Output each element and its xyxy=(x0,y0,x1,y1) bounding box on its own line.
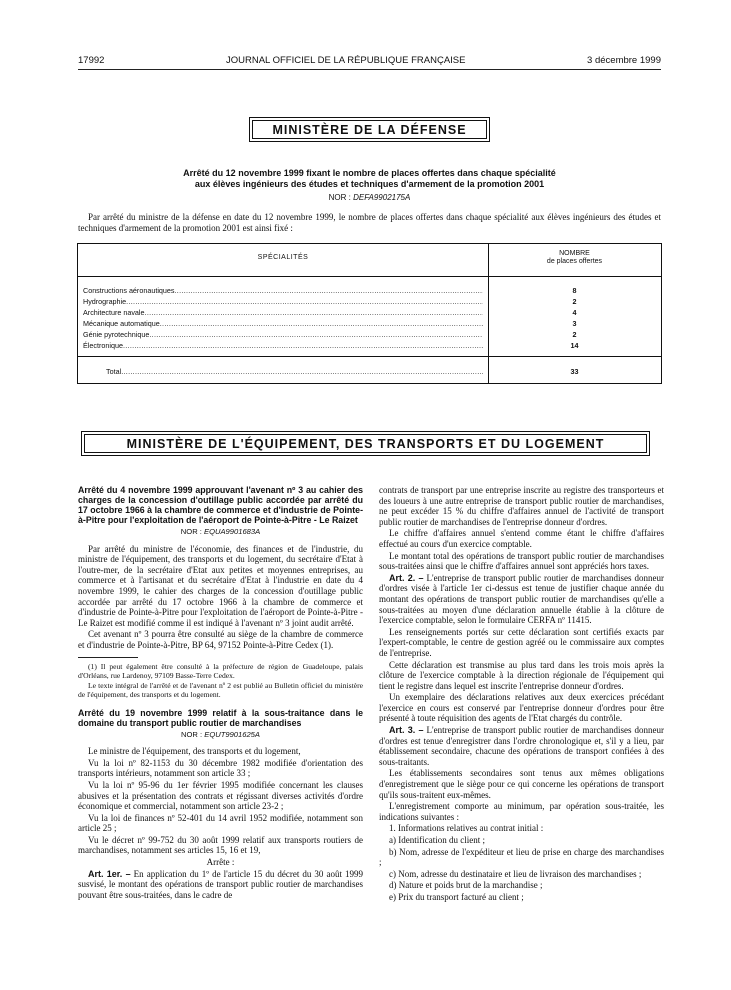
ministry-defense-title: MINISTÈRE DE LA DÉFENSE xyxy=(272,122,467,137)
leader-dots xyxy=(149,329,483,340)
list-item: e) Prix du transport facturé au client ; xyxy=(389,891,524,902)
table-row xyxy=(83,318,483,329)
row-value: 4 xyxy=(572,308,577,317)
leader-dots xyxy=(126,296,483,307)
article-1-para: Le chiffre d'affaires annuel s'entend comme étant le chiffre d'affaires effectué au cours d'un exercice comptable. xyxy=(379,528,664,549)
article-1-para: Le montant total des opérations de transport public routier de marchandises sous-traitées ainsi que le chiffre d'affaires annuel sont appréciés hors taxes. xyxy=(379,550,664,572)
ministry-equipement-title: MINISTÈRE DE L'ÉQUIPEMENT, DES TRANSPORTS ET DU LOGEMENT xyxy=(126,436,605,451)
box-inner-border xyxy=(252,120,487,139)
arrete2-title: Arrêté du 19 novembre 1999 relatif à la sous-traitance dans le domaine du transport public routier de marchandises xyxy=(78,707,363,728)
leader-dots xyxy=(123,340,483,351)
journal-title: JOURNAL OFFICIEL DE LA RÉPUBLIQUE FRANÇAISE xyxy=(225,55,466,66)
table-header-count-line2: de places offertes xyxy=(546,258,603,265)
nor-label: NOR : xyxy=(181,729,203,739)
leader-dots xyxy=(160,318,483,329)
nor-code: EQUA9901683A xyxy=(204,527,261,536)
visa-para: Vu la loi nº 95-96 du 1er février 1995 modifiée concernant les clauses abusives et la présentation des contrats et régissant diverses activités d'ordre économique et commercial, notamment son article 23-2 ; xyxy=(78,779,363,812)
total-value: 33 xyxy=(570,367,579,376)
table-header-specialties: SPÉCIALITÉS xyxy=(257,254,309,261)
row-value: 8 xyxy=(572,286,577,295)
arrete1-para: Cet avenant nº 3 pourra être consulté au siège de la chambre de commerce et d'industrie de Pointe-à-Pitre, BP 64, 97152 Pointe-à-Pitre Cedex (1). xyxy=(78,629,363,650)
row-value: 2 xyxy=(572,330,577,339)
table-row xyxy=(83,296,483,307)
defense-intro-text: Par arrêté du ministre de la défense en date du 12 novembre 1999, le nombre de places offertes dans chaque spécialité aux élèves ingénieurs des études et techniques d'armement de la promotion 2001 est ainsi fixé : xyxy=(78,212,661,233)
visa-para: Vu la loi de finances nº 52-401 du 14 avril 1952 modifiée, notamment son article 25 ; xyxy=(78,812,363,834)
article-2-para: Les renseignements portés sur cette déclaration sont certifiés exacts par l'expert-comptable, le centre de gestion agréé ou le commissaire aux comptes de l'entreprise. xyxy=(379,626,664,658)
article-2 xyxy=(379,573,664,626)
article-2-label: Art. 2. – xyxy=(389,572,424,583)
defense-intro xyxy=(78,212,661,235)
table-total-row xyxy=(106,366,483,377)
list-item: a) Identification du client ; xyxy=(389,835,485,845)
article-2-para: Un exemplaire des déclarations relatives aux deux exercices précédant l'exercice en cours est conservé par l'entreprise donneur d'ordres pour être présenté à toute réquisition des agents de l'Etat chargés du contrôle. xyxy=(379,692,664,724)
list-item: b) Nom, adresse de l'expéditeur et lieu de prise en charge des marchandises ; xyxy=(379,846,664,868)
row-value: 3 xyxy=(572,319,577,328)
arrete1-para: Par arrêté du ministre de l'économie, des finances et de l'industrie, du ministre de l'équipement, des transports et du logement, du secrétaire d'Etat à l'outre-mer, de la secrétaire d'Etat aux petites et moyennes entreprises, au commerce et à l'artisanat et du secrétaire d'Etat à l'industrie en date du 4 novembre 1999, le cahier des charges de la concession d'outillage public accordée par arrêté du 17 octobre 1966 à la chambre de commerce et d'industrie de Pointe-à-Pitre pour l'exploitation de l'aéroport de Pointe-à-Pitre - Le Raizet est modifié comme il est indiqué à l'avenant nº 3 joint audit arrêté. xyxy=(78,543,363,628)
table-header-count-line1: NOMBRE xyxy=(559,250,590,257)
list-item: d) Nature et poids brut de la marchandise ; xyxy=(389,880,543,891)
list-item: c) Nom, adresse du destinataire et lieu de livraison des marchandises ; xyxy=(389,868,642,879)
row-value: 2 xyxy=(572,297,577,306)
footnote: (1) Il peut également être consulté à la préfecture de région de Guadeloupe, palais d'Orléans, rue Lardenoy, 97109 Basse-Terre Cedex. xyxy=(78,661,363,680)
nor-code: EQUT9901625A xyxy=(204,729,260,739)
ministry-equipement-box xyxy=(81,431,650,456)
arrete1-title: Arrêté du 4 novembre 1999 approuvant l'avenant nº 3 au cahier des charges de la concession d'outillage public accordée par arrêté du 17 octobre 1966 à la chambre de commerce et d'industrie de Pointe-à-Pitre pour l'exploitation de l'aéroport de Pointe-à-Pitre - Le Raizet xyxy=(78,485,363,525)
table-row xyxy=(83,285,483,296)
article-1-label: Art. 1er. – xyxy=(88,868,131,879)
defense-arrete-title xyxy=(78,168,661,190)
arrete1-nor xyxy=(78,527,363,538)
row-value: 14 xyxy=(570,341,579,350)
article-3-para: Les établissements secondaires sont tenus aux mêmes obligations d'enregistrement que le siège pour ce qui concerne les opérations de transport qu'ils sous-traitent eux-mêmes. xyxy=(379,768,664,800)
table-row xyxy=(83,329,483,340)
nor-label: NOR : xyxy=(180,527,202,536)
row-label: Génie pyrotechnique xyxy=(83,330,150,339)
article-3 xyxy=(379,725,664,767)
article-2-text: L'entreprise de transport public routier de marchandises donneur d'ordres visée à l'article 1er ci-dessus est tenue de justifier chaque année du montant des opérations de transport public routier de marchandises qu'elle a sous-traitées au moyen d'une déclaration annuelle établie à la clôture de l'exercice comptable, selon le formulaire CERFA nº 11415. xyxy=(379,572,664,626)
table-total-divider xyxy=(78,356,661,357)
table-header-divider xyxy=(78,276,661,277)
box-inner-border xyxy=(84,434,647,453)
ministry-defense-box xyxy=(249,117,490,142)
table-row xyxy=(83,340,483,351)
leader-dots xyxy=(175,285,484,296)
article-1 xyxy=(78,869,363,901)
issue-date: 3 décembre 1999 xyxy=(587,55,661,66)
leader-dots xyxy=(145,307,483,318)
total-label: Total xyxy=(106,367,122,376)
spacer xyxy=(78,700,363,708)
visa-para: Vu la loi nº 82-1153 du 30 décembre 1982 modifiée d'orientation des transports intérieurs, notamment son article 33 ; xyxy=(78,757,363,779)
right-column xyxy=(379,485,664,904)
article-2-para: Cette déclaration est transmise au plus tard dans les trois mois après la clôture de l'exercice comptable à la direction régionale de l'équipement qui tient le registre dans lequel est inscrite l'entreprise donneur d'ordres. xyxy=(379,659,664,691)
row-label: Mécanique automatique xyxy=(83,319,160,328)
table-row xyxy=(83,307,483,318)
footnote: Le texte intégral de l'arrêté et de l'avenant nº 2 est publié au Bulletin officiel du ministère de l'équipement, des transports et du logement. xyxy=(78,680,363,699)
running-header xyxy=(78,55,661,70)
article-3-label: Art. 3. – xyxy=(389,725,424,736)
defense-title-line2: aux élèves ingénieurs des études et techniques d'armement de la promotion 2001 xyxy=(194,179,545,189)
page-number: 17992 xyxy=(78,55,105,66)
row-label: Hydrographie xyxy=(83,297,127,306)
row-label: Électronique xyxy=(83,341,123,350)
arrete2-nor xyxy=(78,730,363,741)
table-header-count xyxy=(488,250,661,266)
visa-para: Le ministre de l'équipement, des transports et du logement, xyxy=(88,746,301,757)
row-label: Architecture navale xyxy=(83,308,145,317)
row-label: Constructions aéronautiques xyxy=(83,286,175,295)
nor-code: DEFA9902175A xyxy=(353,193,411,202)
left-column xyxy=(78,485,363,901)
defense-nor xyxy=(78,193,661,202)
article-3-text: L'entreprise de transport public routier de marchandises donneur d'ordres est tenue d'enregistrer dans l'ordre chronologique et, s'il y a lieu, par établissement secondaire, chacune des opérations de transport confiées à des sous-traitants. xyxy=(379,725,664,767)
footnote-separator xyxy=(78,657,138,658)
nor-label: NOR : xyxy=(328,193,351,202)
visa-para: Vu le décret nº 99-752 du 30 août 1999 relatif aux transports routiers de marchandises, notamment ses articles 15, 16 et 19, xyxy=(78,834,363,856)
leader-dots xyxy=(121,366,483,377)
list-item: 1. Informations relatives au contrat initial : xyxy=(389,823,544,834)
specialties-table xyxy=(77,243,662,384)
article-3-para: L'enregistrement comporte au minimum, par opération sous-traitée, les indications suivantes : xyxy=(379,801,664,822)
article-1-text: En application du 1º de l'article 15 du décret du 30 août 1999 susvisé, le montant des opérations de transport public routier de marchandises pouvant être sous-traitées, dans le cadre de xyxy=(78,868,363,900)
defense-title-line1: Arrêté du 12 novembre 1999 fixant le nombre de places offertes dans chaque spécialité xyxy=(183,168,556,178)
article-1-continued: contrats de transport par une entreprise inscrite au registre des transporteurs et des loueurs à une autre entreprise de transport public routier de marchandises, ne peut excéder 15 % du chiffre d'affaires annuel de l'activité de transport public routier de marchandises de l'entreprise donneur d'ordres. xyxy=(379,485,664,527)
arrete-keyword: Arrête : xyxy=(206,857,235,868)
